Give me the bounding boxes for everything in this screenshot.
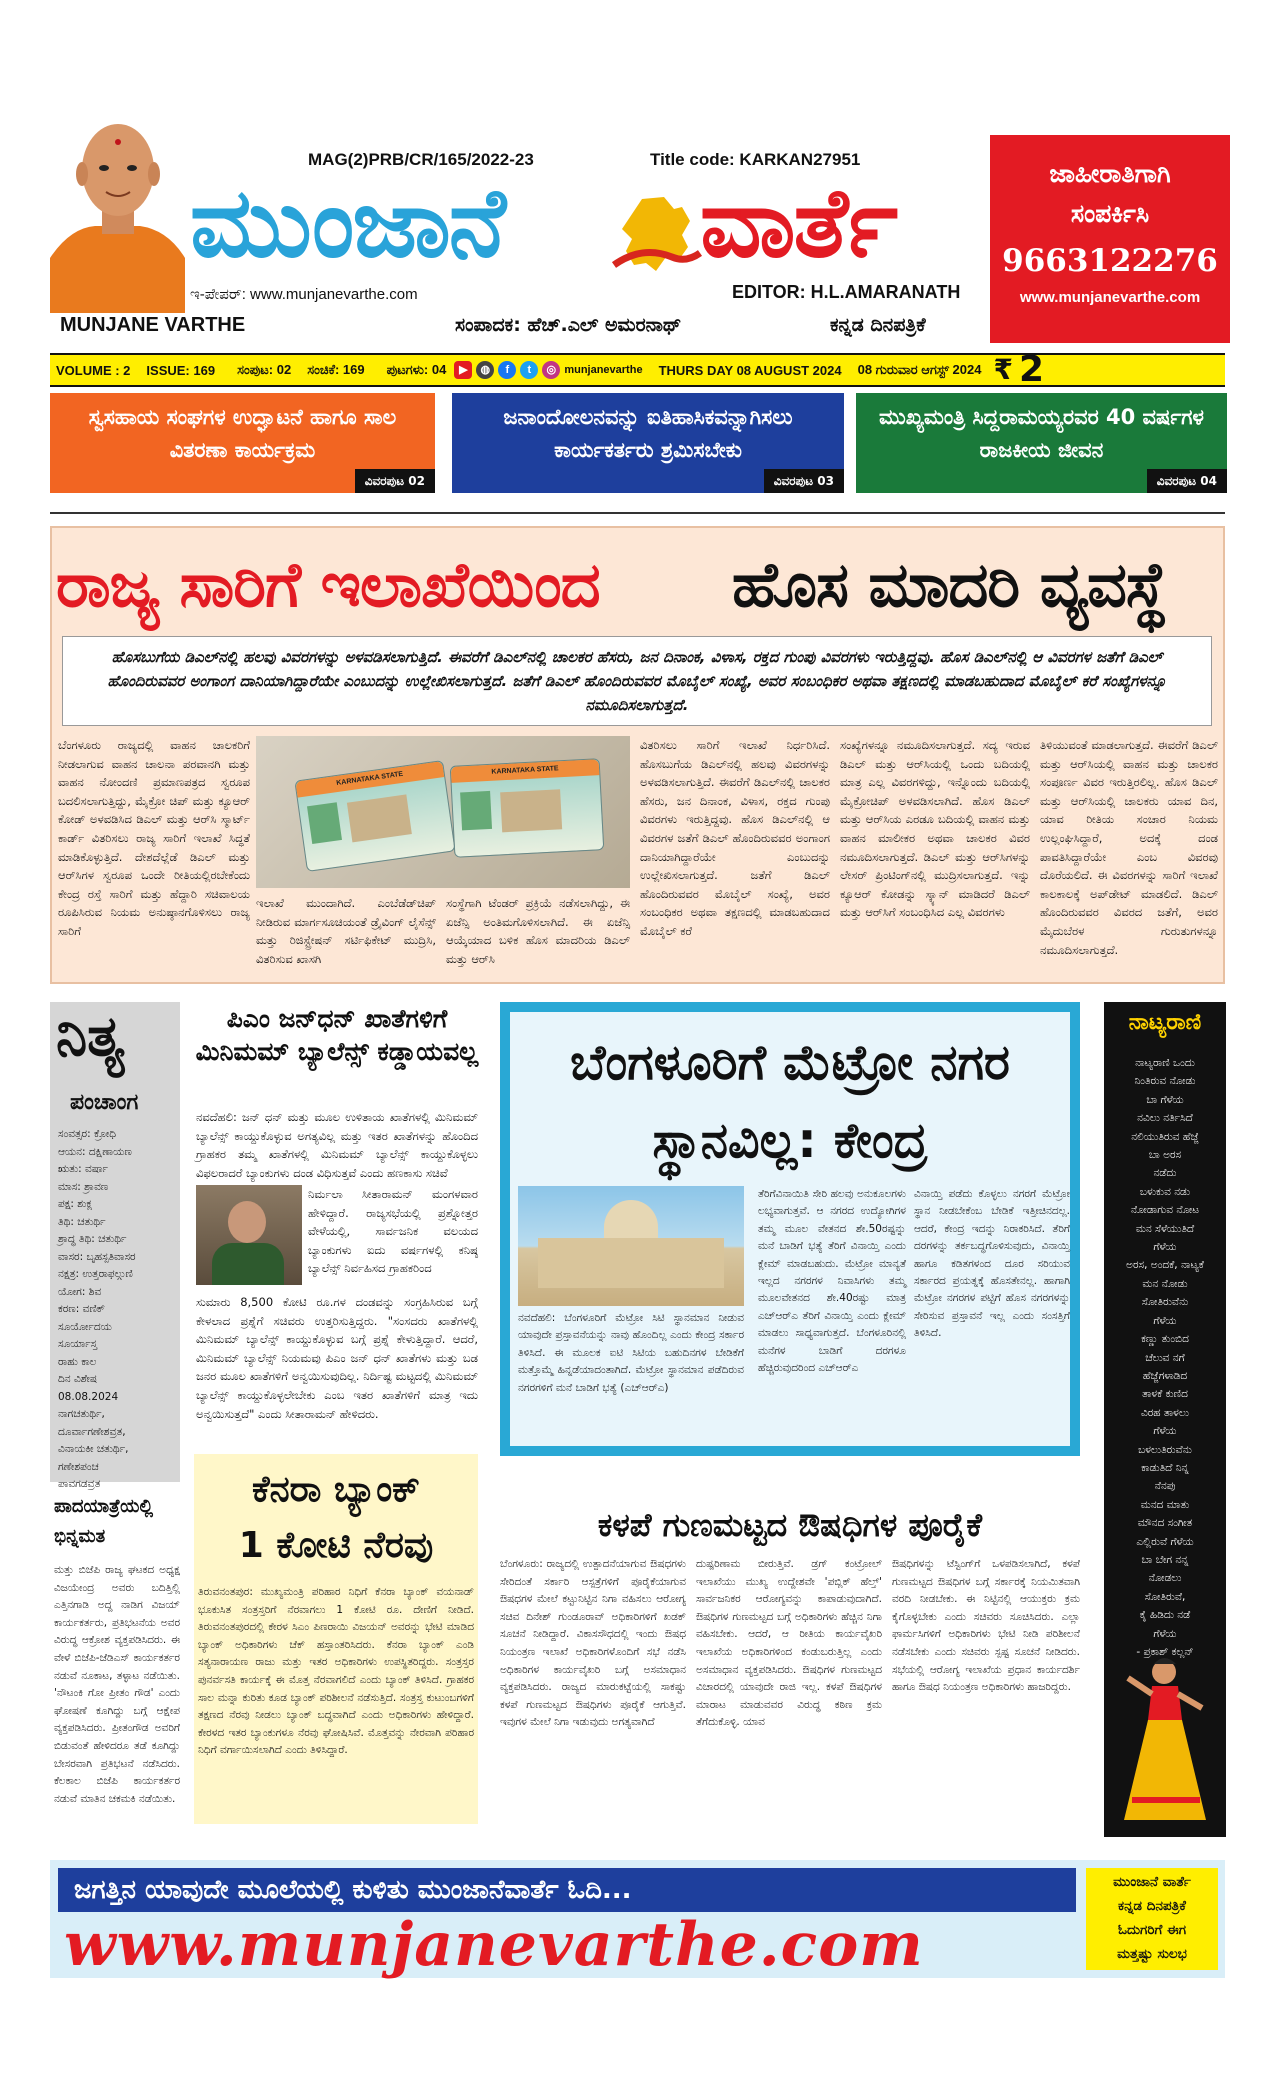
masthead-name-left: ಮುಂಜಾನೆ <box>190 167 504 279</box>
youtube-icon[interactable]: ▶ <box>454 361 472 379</box>
finance-minister-photo <box>196 1185 302 1285</box>
teaser-title: ಜನಾಂದೋಲನವನ್ನು ಐತಿಹಾಸಿಕವನ್ನಾಗಿಸಲು ಕಾರ್ಯಕರ್ತರು ಶ್ರಮಿಸಬೇಕು <box>503 405 793 462</box>
samputa: ಸಂಪುಟ: 02 <box>237 362 292 377</box>
banner-side-line-3: ಓದುಗರಿಗೆ ಈಗ <box>1117 1922 1187 1938</box>
lead-column-1: ಬೆಂಗಳೂರು ರಾಜ್ಯದಲ್ಲಿ ವಾಹನ ಚಾಲಕರಿಗೆ ನೀಡಲಾಗುವ ವಾಹನ ಚಾಲನಾ ಪರವಾನಗಿ ಮತ್ತು ವಾಹನ ನೋಂದಣಿ ಪ್ರಮಾಣಪತ್ರದ ಸ್ವರೂಪ ಬದಲಿಸಲಾಗುತ್ತಿದ್ದು, ಮೈಕ್ರೋ ಚಿಪ್ ಮತ್ತು ಕ್ಯೂಆರ್ ಕೋಡ್ ಅಳವಡಿಸಿದ ಡಿಎಲ್ ಮತ್ತು ಆರ್‌ಸಿ ಸ್ಮಾರ್ಟ್ ಕಾರ್ಡ್ ವಿತರಿಸಲು ರಾಜ್ಯ ಸಾರಿಗೆ ಇಲಾಖೆ ಸಿದ್ಧತೆ ಮಾಡಿಕೊಳ್ಳುತ್ತಿದೆ. ದೇಶದೆಲ್ಲೆಡೆ ಡಿಎಲ್ ಮತ್ತು ಆರ್‌ಸಿಗಳ ಸ್ವರೂಪ ಒಂದೇ ರೀತಿಯಲ್ಲಿರಬೇಕೆಂದು ಕೇಂದ್ರ ರಸ್ತೆ ಸಾರಿಗೆ ಮತ್ತು ಹೆದ್ದಾರಿ ಸಚಿವಾಲಯ ರೂಪಿಸಿರುವ ನಿಯಮ ಅನುಷ್ಠಾನಗೊಳಿಸಲು ರಾಜ್ಯ ಸಾರಿಗೆ <box>58 738 250 938</box>
teaser-page-2[interactable] <box>50 393 435 493</box>
panchanga-title: ನಿತ್ಯ <box>56 1004 125 1069</box>
instagram-icon[interactable]: ◎ <box>542 361 560 379</box>
banner-side-line-1: ಮುಂಜಾನೆ ವಾರ್ತೆ <box>1113 1874 1191 1890</box>
poem-body: ನಾಟ್ಯರಾಣಿ ಒಂದು ನಿಂತಿರುವ ನೋಡು ಬಾ ಗೆಳೆಯ ನವಿಲು ನರ್ತಿಸಿದೆ ನಲಿಯುತಿರುವ ಹೆಜ್ಜೆ ಬಾ ಅರಸ ನಡೆದು ಬಳುಕುವ ನಡು ನೋಡಾಗುವ ನೋಟ ಮನ ಸೆಳೆಯುತಿದೆ ಗೆಳೆಯ ಅರಸ, ಅಂದಕೆ, ನಾಟ್ಯಕೆ ಮನ ನೋಡು ಸೋತಿರುವೆನು ಗೆಳೆಯ ಕಣ್ಣು ತುಂಬಿದ ಚೆಲುವ ನಗೆ ಹೆಜ್ಜೆಗಳಾಡಿದ ತಾಳಕೆ ಕುಣಿದ ವಿರಹ ತಾಳಲು ಗೆಳೆಯ ಬಳಲುತಿರುವೆನು ಕಾಡುತಿದೆ ನಿನ್ನ ನೆನಪು ಮನದ ಮಾತು ಮೌನದ ಸಂಗೀತ ಎಲ್ಲಿರುವೆ ಗೆಳೆಯ ಬಾ ಬೇಗ ನನ್ನ ನೋಡಲು ಸೋತಿರುವೆ, ಕೈ ಹಿಡಿದು ನಡೆ ಗೆಳೆಯ - ಪ್ರಕಾಶ್ ಕಲ್ಲನ್ <box>1126 1057 1204 1658</box>
metro-body-1: ನವದೆಹಲಿ: ಬೆಂಗಳೂರಿಗೆ ಮೆಟ್ರೋ ಸಿಟಿ ಸ್ಥಾನಮಾನ ನೀಡುವ ಯಾವುದೇ ಪ್ರಸ್ತಾವನೆಯನ್ನು ನಾವು ಹೊಂದಿಲ್ಲ ಎಂದು ಕೇಂದ್ರ ಸರ್ಕಾರ ತಿಳಿಸಿದೆ. ಈ ಮೂಲಕ ಐಟಿ ಸಿಟಿಯ ಬಹುದಿನಗಳ ಬೇಡಿಕೆಗೆ ಮತ್ತೊಮ್ಮೆ ಹಿನ್ನಡೆಯಾದಂತಾಗಿದೆ. ಮೆಟ್ರೋ ಸ್ಥಾನಮಾನ ಪಡೆದಿರುವ ನಗರಗಳಿಗೆ ಮನೆ ಬಾಡಿಗೆ ಭತ್ಯೆ (ಎಚ್‌ಆರ್‌ಎ) <box>518 1312 744 1394</box>
teaser-page-4[interactable] <box>856 393 1227 493</box>
issue-info-strip <box>50 349 1225 390</box>
epaper-link[interactable]: ಇ-ಪೇಪರ್: www.munjanevarthe.com <box>190 286 418 303</box>
lead-photo-caption-left: ಇಲಾಖೆ ಮುಂದಾಗಿದೆ. ಎಂಬೆಡೆಡ್‌ಚಿಪ್ ನೀಡಿರುವ ಮಾರ್ಗಸೂಚಿಯಂತೆ ಡ್ರೈವಿಂಗ್ ಲೈಸೆನ್ಸ್ ಮತ್ತು ರಿಜಿಸ್ಟ್ರೇಷನ್ ಸರ್ಟಿಫಿಕೇಟ್ ಮುದ್ರಿಸಿ, ವಿತರಿಸುವ ಖಾಸಗಿ <box>256 896 436 966</box>
padayatre-body: ಮತ್ತು ಬಿಜೆಪಿ ರಾಜ್ಯ ಘಟಕದ ಅಧ್ಯಕ್ಷ ವಿಜಯೇಂದ್ರ ಅವರು ಬದಿತ್ತಿಲ್ಲಿ ಎತ್ತಿನಗಾಡಿ ಅದ್ದ ನಾಡಿಗ ವಿಜಯ್ ಕಾರ್ಯಕರ್ತರು, ಪ್ರತಿಭಟನೆಯ ಅವರ ವಿರುದ್ಧ ಆಕ್ರೋಶ ವ್ಯಕ್ತಪಡಿಸಿದರು. ಈ ವೇಳೆ ಬಿಜೆಪಿ-ಜೆಡಿಎಸ್ ಕಾರ್ಯಕರ್ತರ ನಡುವೆ ನೂಕಾಟ, ತಳ್ಳಾಟ ನಡೆಯಿತು. 'ನೌಟಂಕಿ ಗೋ ಪ್ರೀತಂ ಗೌಡ' ಎಂದು ಘೋಷಣೆ ಕೂಗಿದ್ದು ಬಗ್ಗೆ ಆಕ್ಷೇಪ ವ್ಯಕ್ತಪಡಿಸಿದರು. ಪ್ರೀತಂಗೌಡ ಅವರಿಗೆ ಬಿಡುವಂತೆ ಹೇಳಿದರೂ ತಡೆ ಕೂಗಿದ್ದು ಬೇಸರವಾಗಿ ಪ್ರತಿಭಟನೆ ನಡೆಸಿದರು. ಕೆಲಕಾಲ ಬಿಜೆಪಿ ಕಾರ್ಯಕರ್ತರ ನಡುವೆ ಮಾತಿನ ಚಕಮಕಿ ನಡೆಯಿತು. <box>54 1564 180 1805</box>
banner-side-line-4: ಮತ್ತಷ್ಟು ಸುಲಭ <box>1117 1946 1187 1962</box>
kalape-body-2: ದುಷ್ಪರಿಣಾಮ ಬೀರುತ್ತಿವೆ. ಡ್ರಗ್ ಕಂಟ್ರೋಲ್ ಇಲಾಖೆಯು ಮುಖ್ಯ ಉದ್ದೇಶವೇ 'ಪಬ್ಲಿಕ್ ಹೆಲ್ತ್' ಸಾರ್ವಜನಿಕರ ಆರೋಗ್ಯವನ್ನು ಕಾಪಾಡುವುದಾಗಿದೆ. ಔಷಧಿಗಳ ಗುಣಮಟ್ಟದ ಬಗ್ಗೆ ಅಧಿಕಾರಿಗಳು ಹೆಚ್ಚಿನ ನಿಗಾ ವಹಿಸಬೇಕು. ಆದರೆ, ಆ ರೀತಿಯ ಕಾರ್ಯವೈಖರಿ ಇಲಾಖೆಯ ಅಧಿಕಾರಿಗಳಿಂದ ಕಂಡುಬರುತ್ತಿಲ್ಲ ಎಂದು ಅಸಮಾಧಾನ ವ್ಯಕ್ತಪಡಿಸಿದರು. ಔಷಧಿಗಳ ಗುಣಮಟ್ಟದ ವಿಚಾರದಲ್ಲಿ ಯಾವುದೇ ರಾಜಿ ಇಲ್ಲ. ಕಳಪೆ ಔಷಧಿಗಳ ಮಾರಾಟ ಮಾಡುವವರ ವಿರುದ್ಧ ಕಠಿಣ ಕ್ರಮ ತೆಗೆದುಕೊಳ್ಳಿ. ಯಾವ <box>696 1558 882 1729</box>
ad-line-2: ಸಂಪರ್ಕಿಸಿ <box>1070 199 1150 228</box>
teaser-title: ಸ್ವಸಹಾಯ ಸಂಘಗಳ ಉದ್ಘಾಟನೆ ಹಾಗೂ ಸಾಲ ವಿತರಣಾ ಕಾರ್ಯಕ್ರಮ <box>88 405 397 462</box>
advertisement-contact-box <box>990 135 1230 343</box>
founder-portrait <box>50 108 185 313</box>
teaser-page-ref: ವಿವರಪುಟ 03 <box>764 469 844 493</box>
metro-body-3: ವಿನಾಯ್ತಿ ಪಡೆದು ಕೊಳ್ಳಲು ನಗರಗೆ ಮೆಟ್ರೋ ಸ್ಥಾನ ನೀಡಬೇಕೆಂಬ ಬೇಡಿಕೆ ಇತ್ತೀಚಿನದಲ್ಲ. ಆದರೆ, ಕೇಂದ್ರ ಇದನ್ನು ನಿರಾಕರಿಸಿದೆ. ತೆರಿಗೆ ದರಗಳನ್ನು ತರ್ಕಬದ್ಧಗೊಳಿಸುವುದು, ವಿನಾಯ್ತಿ ಹಾಗೂ ಕಡಿತಗಳಂದ ದೂರ ಸರಿಯುವ ಸರ್ಕಾರದ ಪ್ರಯತ್ನಕ್ಕೆ ಹೊಸತೇನಲ್ಲ. ಹಾಗಾಗಿ ಮೆಟ್ರೋ ನಗರಗಳ ಪಟ್ಟಿಗೆ ಹೊಸ ನಗರಗಳನ್ನು ಸೇರಿಸುವ ಪ್ರಸ್ತಾವನೆ ಇಲ್ಲ ಎಂದು ಸಂಸತ್ತಿಗೆ ತಿಳಿಸಿದೆ. <box>914 1188 1070 1340</box>
vidhana-soudha-photo <box>518 1186 744 1306</box>
canara-body: ತಿರುವನಂತಪುರ: ಮುಖ್ಯಮಂತ್ರಿ ಪರಿಹಾರ ನಿಧಿಗೆ ಕೆನರಾ ಬ್ಯಾಂಕ್ ವಯನಾಡ್ ಭೂಕುಸಿತ ಸಂತ್ರಸ್ತರಿಗೆ ನೆರವಾಗಲು 1 ಕೋಟಿ ರೂ. ದೇಣಿಗೆ ನೀಡಿದೆ. ತಿರುವನಂತಪುರದಲ್ಲಿ ಕೇರಳ ಸಿಎಂ ಪಿಣರಾಯಿ ವಿಜಯನ್ ಅವರನ್ನು ಭೇಟಿ ಮಾಡಿದ ಬ್ಯಾಂಕ್ ಅಧಿಕಾರಿಗಳು ಚೆಕ್ ಹಸ್ತಾಂತರಿಸಿದರು. ಕೆನರಾ ಬ್ಯಾಂಕ್ ಎಂಡಿ ಸತ್ಯನಾರಾಯಣ ರಾಜು ಮತ್ತು ಇತರ ಅಧಿಕಾರಿಗಳು ಉಪಸ್ಥಿತರಿದ್ದರು. ಸಂತ್ರಸ್ತರ ಪುನರ್ವಸತಿ ಕಾರ್ಯಕ್ಕೆ ಈ ಮೊತ್ತ ನೆರವಾಗಲಿದೆ ಎಂದು ಬ್ಯಾಂಕ್ ತಿಳಿಸಿದೆ. ಗ್ರಾಹಕರ ಸಾಲ ಮನ್ನಾ ಕುರಿತು ಕೂಡ ಬ್ಯಾಂಕ್ ಪರಿಶೀಲನೆ ನಡೆಸುತ್ತಿದೆ. ಸಂತ್ರಸ್ತ ಕುಟುಂಬಗಳಿಗೆ ತಕ್ಷಣದ ನೆರವು ನೀಡಲು ಬ್ಯಾಂಕ್ ಬದ್ಧವಾಗಿದೆ ಎಂದು ಅಧಿಕಾರಿಗಳು ಹೇಳಿದ್ದಾರೆ. ಕೇರಳದ ಇತರ ಬ್ಯಾಂಕುಗಳೂ ನೆರವು ಘೋಷಿಸಿವೆ. ಮೊತ್ತವನ್ನು ನೇರವಾಗಿ ಪರಿಹಾರ ನಿಧಿಗೆ ವರ್ಗಾಯಿಸಲಾಗಿದೆ ಎಂದು ತಿಳಿಸಿದ್ದಾರೆ. <box>198 1586 474 1757</box>
ad-url[interactable]: www.munjanevarthe.com <box>1019 289 1201 306</box>
teaser-title: ಮುಖ್ಯಮಂತ್ರಿ ಸಿದ್ದರಾಮಯ್ಯರವರ 40 ವರ್ಷಗಳ ರಾಜಕೀಯ ಜೀವನ <box>879 405 1204 462</box>
date-kannada: 08 ಗುರುವಾರ ಆಗಸ್ಟ್ 2024 <box>857 362 982 377</box>
metro-body-2: ತೆರಿಗೆವಿನಾಯಿತಿ ಸೇರಿ ಹಲವು ಅನುಕೂಲಗಳು ಲಭ್ಯವಾಗುತ್ತವೆ. ಆ ನಗರದ ಉದ್ಯೋಗಿಗಳ ತಮ್ಮ ಮೂಲ ವೇತನದ ಶೇ.50ರಷ್ಟನ್ನು ಮನೆ ಬಾಡಿಗೆ ಭತ್ಯೆ ತೆರಿಗೆ ವಿನಾಯ್ತಿ ಎಂದು ಕ್ಲೇಮ್ ಮಾಡಬಹುದು. ಮೆಟ್ರೋ ಮಾನ್ಯತೆ ಇಲ್ಲದ ನಗರಗಳ ನಿವಾಸಿಗಳು ತಮ್ಮ ಮೂಲವೇತನದ ಶೇ.40ರಷ್ಟು ಮಾತ್ರ ಎಚ್‌ಆರ್‌ಎ ತೆರಿಗೆ ವಿನಾಯ್ತಿ ಎಂದು ಕ್ಲೇಮ್ ಮಾಡಲು ಸಾಧ್ಯವಾಗುತ್ತದೆ. ಬೆಂಗಳೂರಿನಲ್ಲಿ ಮನೆಗಳ ಬಾಡಿಗೆ ದರಗಳೂ ಹೆಚ್ಚಿರುವುದರಿಂದ ಎಚ್‌ಆರ್‌ಎ <box>758 1188 906 1375</box>
social-handle[interactable]: munjanevarthe <box>564 364 643 376</box>
padayatre-headline: ಪಾದಯಾತ್ರೆಯಲ್ಲಿ ಭಿನ್ನಮತ <box>54 1496 154 1547</box>
lead-headline-black: ಹೊಸ ಮಾದರಿ ವ್ಯವಸ್ಥೆ <box>732 548 1167 621</box>
panchanga-subtitle: ಪಂಚಾಂಗ <box>70 1090 139 1115</box>
lead-column-4: ಸಂಖ್ಯೆಗಳನ್ನೂ ನಮೂದಿಸಲಾಗುತ್ತದೆ. ಸದ್ಯ ಇರುವ ಡಿಎಲ್ ಮತ್ತು ಆರ್‌ಸಿಯಲ್ಲಿ ಒಂದು ಬದಿಯಲ್ಲಿ ಮಾತ್ರ ಎಲ್ಲ ವಿವರಗಳಿದ್ದು, ಇನ್ನೊಂದು ಬದಿಯಲ್ಲಿ ಮೈಕ್ರೋಚಿಪ್ ಅಳವಡಿಸಲಾಗಿದೆ. ಹೊಸ ಡಿಎಲ್ ಮತ್ತು ಆರ್‌ಸಿಯ ಎರಡೂ ಬದಿಯಲ್ಲಿ ವಾಹನ ಮತ್ತು ವಾಹನ ಮಾಲೀಕರ ಅಥವಾ ಚಾಲಕರ ವಿವರ ನಮೂದಿಸಲಾಗುತ್ತದೆ. ಡಿಎಲ್ ಮತ್ತು ಆರ್‌ಸಿಗಳನ್ನು ಲೇಸರ್ ಪ್ರಿಂಟಿಂಗ್‌ನಲ್ಲಿ ಮುದ್ರಿಸಲಾಗುತ್ತದೆ. ಇನ್ನು ಕ್ಯೂಆರ್ ಕೋಡನ್ನು ಸ್ಕ್ಯಾನ್ ಮಾಡಿದರೆ ಡಿಎಲ್ ಮತ್ತು ಆರ್‌ಸಿಗೆ ಸಂಬಂಧಿಸಿದ ಎಲ್ಲ ವಿವರಗಳು <box>840 738 1030 920</box>
banner-tagline: ಜಗತ್ತಿನ ಯಾವುದೇ ಮೂಲೆಯಲ್ಲಿ ಕುಳಿತು ಮುಂಜಾನೆವಾರ್ತೆ ಓದಿ... <box>58 1868 1076 1912</box>
editor-name-kannada: ಸಂಪಾದಕ: ಹೆಚ್.ಎಲ್ ಅಮರನಾಥ್ <box>455 314 682 336</box>
kalape-body-1: ಬೆಂಗಳೂರು: ರಾಜ್ಯದಲ್ಲಿ ಉತ್ಪಾದನೆಯಾಗುವ ಔಷಧಗಳು ಸೇರಿದಂತೆ ಸರ್ಕಾರಿ ಆಸ್ಪತ್ರೆಗಳಿಗೆ ಪೂರೈಕೆಯಾಗುವ ಔಷಧಗಳ ಮೇಲೆ ಕಟ್ಟುನಿಟ್ಟಿನ ನಿಗಾ ವಹಿಸಲು ಆರೋಗ್ಯ ಸಚಿವ ದಿನೇಶ್ ಗುಂಡೂರಾವ್ ಅಧಿಕಾರಿಗಳಿಗೆ ಖಡಕ್ ಸೂಚನೆ ನೀಡಿದ್ದಾರೆ. ವಿಕಾಸಸೌಧದಲ್ಲಿ ಇಂದು ಔಷಧ ನಿಯಂತ್ರಣ ಇಲಾಖೆ ಅಧಿಕಾರಿಗಳೊಂದಿಗೆ ಸಭೆ ನಡೆಸಿ ಅಧಿಕಾರಿಗಳ ಕಾರ್ಯವೈಖರಿ ಬಗ್ಗೆ ಅಸಮಾಧಾನ ವ್ಯಕ್ತಪಡಿಸಿದರು. ರಾಜ್ಯದ ಮಾರುಕಟ್ಟೆಯಲ್ಲಿ ಸಾಕಷ್ಟು ಕಳಪೆ ಗುಣಮಟ್ಟದ ಔಷಧಿಗಳು ಪೂರೈಕೆ ಆಗುತ್ತಿವೆ. ಇವುಗಳ ಮೇಲೆ ನಿಗಾ ಇಡುವುದು ಅಗತ್ಯವಾಗಿದೆ <box>500 1558 686 1729</box>
teaser-page-ref: ವಿವರಪುಟ 02 <box>355 469 435 493</box>
teaser-page-3[interactable] <box>452 393 844 493</box>
editor-name: EDITOR: H.L.AMARANATH <box>732 282 961 302</box>
volume: VOLUME : 2 <box>56 362 131 378</box>
canara-headline-line-1: ಕೆನರಾ ಬ್ಯಾಂಕ್ <box>251 1469 421 1510</box>
kalape-body-3: ಔಷಧಿಗಳನ್ನು ಟೆಸ್ಟಿಂಗ್‌ಗೆ ಒಳಪಡಿಸಲಾಗಿದೆ, ಕಳಪೆ ಗುಣಮಟ್ಟದ ಔಷಧಿಗಳ ಬಗ್ಗೆ ಸರ್ಕಾರಕ್ಕೆ ನಿಯಮಿತವಾಗಿ ವರದಿ ನೀಡಬೇಕು. ಈ ನಿಟ್ಟಿನಲ್ಲಿ ಆಯುಕ್ತರು ಕ್ರಮ ಕೈಗೊಳ್ಳಬೇಕು ಎಂದು ಸಚಿವರು ಸೂಚಿಸಿದರು. ಎಲ್ಲಾ ಫಾರ್ಮಸಿಗಳಿಗೆ ಅಧಿಕಾರಿಗಳು ಭೇಟಿ ನೀಡಿ ಪರಿಶೀಲನೆ ನಡೆಸಬೇಕು ಎಂದು ಸಚಿವರು ಸ್ಪಷ್ಟ ಸೂಚನೆ ನೀಡಿದರು. ಸಭೆಯಲ್ಲಿ ಆರೋಗ್ಯ ಇಲಾಖೆಯ ಪ್ರಧಾನ ಕಾರ್ಯದರ್ಶಿ ಹಾಗೂ ಔಷಧ ನಿಯಂತ್ರಣ ಅಧಿಕಾರಿಗಳು ಹಾಜರಿದ್ದರು. <box>892 1558 1080 1694</box>
title-code: Title code: KARKAN27951 <box>650 150 861 169</box>
pm-jandhan-body-1: ನವದೆಹಲಿ: ಜನ್ ಧನ್ ಮತ್ತು ಮೂಲ ಉಳಿತಾಯ ಖಾತೆಗಳಲ್ಲಿ ಮಿನಿಮಮ್ ಬ್ಯಾಲೆನ್ಸ್ ಕಾಯ್ದುಕೊಳ್ಳುವ ಅಗತ್ಯವಿಲ್ಲ ಮತ್ತು ಇತರ ಖಾತೆಗಳನ್ನು ಹೊಂದಿದ ಗ್ರಾಹಕರ ತಮ್ಮ ಖಾತೆಗಳಲ್ಲಿ ಮಿನಿಮಮ್ ಬ್ಯಾಲೆನ್ಸ್ ಕಾಯ್ದುಕೊಳ್ಳಲು ವಿಫಲರಾದರೆ ಬ್ಯಾಂಕುಗಳು ದಂಡ ವಿಧಿಸುತ್ತವೆ ಎಂದು ಹಣಕಾಸು ಸಚಿವೆ <box>196 1110 478 1180</box>
pm-jandhan-body-3: ಸುಮಾರು 8,500 ಕೋಟಿ ರೂ.ಗಳ ದಂಡವನ್ನು ಸಂಗ್ರಹಿಸಿರುವ ಬಗ್ಗೆ ಕೇಳಲಾದ ಪ್ರಶ್ನೆಗೆ ಸಚಿವರು ಉತ್ತರಿಸುತ್ತಿದ್ದರು. "ಸಂಸದರು ಖಾತೆಗಳಲ್ಲಿ ಮಿನಿಮಮ್ ಬ್ಯಾಲೆನ್ಸ್ ಕಾಯ್ದುಕೊಳ್ಳುವ ಬಗ್ಗೆ ಪ್ರಶ್ನೆ ಕೇಳುತ್ತಿದ್ದಾರೆ. ಆದರೆ, ಮಿನಿಮಮ್ ಬ್ಯಾಲೆನ್ಸ್ ನಿಯಮವು ಪಿಎಂ ಜನ್ ಧನ್ ಖಾತೆಗಳು ಮತ್ತು ಬಡ ಜನರ ಮೂಲ ಖಾತೆಗಳಿಗೆ ಅನ್ವಯಿಸುವುದಿಲ್ಲ. ನಿರ್ದಿಷ್ಟ ಮಟ್ಟದಲ್ಲಿ ಮಿನಿಮಮ್ ಬ್ಯಾಲೆನ್ಸ್ ಕಾಯ್ದುಕೊಳ್ಳಲೇಬೇಕು ಎಂಬ ಇತರ ಖಾತೆಗಳಿಗೆ ಮಾತ್ರ ಇದು ಅನ್ವಯಿಸುತ್ತದೆ" ಎಂದು ಸೀತಾರಾಮನ್ ಹೇಳಿದರು. <box>196 1295 478 1421</box>
poem-title: ನಾಟ್ಯರಾಣಿ <box>1128 1010 1202 1035</box>
twitter-icon[interactable]: t <box>520 361 538 379</box>
card-text: KARNATAKA STATE <box>295 761 444 797</box>
date-english: THURS DAY 08 AUGUST 2024 <box>658 362 842 378</box>
dl-card-front <box>294 760 455 872</box>
ad-line-1: ಜಾಹೀರಾತಿಗಾಗಿ <box>1049 159 1171 188</box>
registration-number: MAG(2)PRB/CR/165/2022-23 <box>308 150 534 169</box>
canara-headline-line-2: 1 ಕೋಟಿ ನೆರವು <box>238 1525 434 1566</box>
banner-side-line-2: ಕನ್ನಡ ದಿನಪತ್ರಿಕೆ <box>1118 1898 1186 1914</box>
panchanga-details: ಸಂವತ್ಸರ: ಕ್ರೋಧಿ ಆಯನ: ದಕ್ಷಿಣಾಯಣ ಋತು: ವರ್ಷಾ ಮಾಸ: ಶ್ರಾವಣ ಪಕ್ಷ: ಶುಕ್ಲ ತಿಥಿ: ಚತುರ್ಥಿ ಶ್ರಾದ್ಧ ತಿಥಿ: ಚತುರ್ಥಿ ವಾಸರ: ಬೃಹಸ್ಪತಿವಾಸರ ನಕ್ಷತ್ರ: ಉತ್ತರಾಫಲ್ಗುಣಿ ಯೋಗ: ಶಿವ ಕರಣ: ವಣಿಕ್ ಸೂರ್ಯೋದಯ ಸೂರ್ಯಾಸ್ತ ರಾಹು ಕಾಲ ದಿನ ವಿಶೇಷ 08.08.2024 ನಾಗಚತುರ್ಥಿ, ದೂರ್ವಾಗಣೇಶವ್ರತ, ವಿನಾಯಕೀ ಚತುರ್ಥಿ, ಗಣೇಶಪಂಚ ಪಾವಗಡವ್ರತ <box>58 1128 136 1490</box>
daily-label: ಕನ್ನಡ ದಿನಪತ್ರಿಕೆ <box>830 314 926 336</box>
ad-phone[interactable]: 9663122276 <box>1002 243 1218 279</box>
sanchike: ಸಂಚಿಕೆ: 169 <box>307 362 365 377</box>
lead-headline-red: ರಾಜ್ಯ ಸಾರಿಗೆ ಇಲಾಖೆಯಿಂದ <box>56 548 600 621</box>
facebook-icon[interactable]: f <box>498 361 516 379</box>
banner-side-note <box>1086 1868 1218 1970</box>
masthead-name-right: ವಾರ್ತೆ <box>700 167 896 279</box>
dancer-illustration <box>1118 1650 1212 1830</box>
kalape-headline: ಕಳಪೆ ಗುಣಮಟ್ಟದ ಔಷಧಿಗಳ ಪೂರೈಕೆ <box>597 1506 983 1544</box>
lead-column-3: ವಿತರಿಸಲು ಸಾರಿಗೆ ಇಲಾಖೆ ನಿರ್ಧರಿಸಿದೆ. ಹೊಸಬುಗೆಯ ಡಿಎಲ್‌ನಲ್ಲಿ ಹಲವು ವಿವರಗಳನ್ನು ಅಳವಡಿಸಲಾಗುತ್ತಿದೆ. ಈವರೆಗೆ ಡಿಎಲ್‌ನಲ್ಲಿ ಚಾಲಕರ ಹೆಸರು, ಜನ ದಿನಾಂಕ, ವಿಳಾಸ, ರಕ್ತದ ಗುಂಪು ವಿವರಗಳು ಇರುತ್ತಿದ್ದವು. ಹೊಸ ಡಿಎಲ್‌ನಲ್ಲಿ ಆ ವಿವರಗಳ ಜತೆಗೆ ಡಿಎಲ್ ಹೊಂದಿರುವವರ ಅಂಗಾಂಗ ದಾನಿಯಾಗಿದ್ದಾರೆಯೇ ಎಂಬುದನ್ನು ಉಲ್ಲೇಖಿಸಲಾಗುತ್ತದೆ. ಜತೆಗೆ ಡಿಎಲ್ ಹೊಂದಿರುವವರ ಮೊಬೈಲ್ ಸಂಖ್ಯೆ, ಅವರ ಸಂಬಂಧಿಕರ ಅಥವಾ ತಕ್ಷಣದಲ್ಲಿ ಮಾಡಬಹುದಾದ ಮೊಬೈಲ್ ಕರೆ <box>640 738 830 938</box>
lead-photo-dl-cards <box>256 736 630 888</box>
price-symbol: ₹ <box>993 353 1013 386</box>
price: 2 <box>1018 349 1045 390</box>
issue: ISSUE: 169 <box>146 362 216 378</box>
teaser-page-ref: ವಿವರಪುಟ 04 <box>1147 469 1227 493</box>
banner-website-url[interactable]: www.munjanevarthe.com <box>64 1910 924 1980</box>
card-text: KARNATAKA STATE <box>451 759 600 783</box>
pm-jandhan-headline: ಪಿಎಂ ಜನ್‌ಧನ್ ಖಾತೆಗಳಿಗೆ ಮಿನಿಮಮ್ ಬ್ಯಾಲೆನ್ಸ್ ಕಡ್ಡಾಯವಲ್ಲ <box>195 1004 479 1066</box>
metro-headline: ಬೆಂಗಳೂರಿಗೆ ಮೆಟ್ರೋ ನಗರ ಸ್ಥಾನವಿಲ್ಲ: ಕೇಂದ್ರ <box>570 1034 1010 1169</box>
lead-photo-caption-right: ಸಂಸ್ಥೆಗಾಗಿ ಟೆಂಡರ್ ಪ್ರಕ್ರಿಯೆ ನಡೆಸಲಾಗಿದ್ದು, ಈ ಏಜೆನ್ಸಿ ಅಂತಿಮಗೊಳಿಸಲಾಗಿದೆ. ಈ ಏಜೆನ್ಸಿ ಆಯ್ಕೆಯಾದ ಬಳಿಕ ಹೊಸ ಮಾದರಿಯ ಡಿಎಲ್ ಮತ್ತು ಆರ್‌ಸಿ <box>446 896 630 966</box>
lead-column-5: ತಿಳಿಯುವಂತೆ ಮಾಡಲಾಗುತ್ತದೆ. ಈವರೆಗೆ ಡಿಎಲ್ ಮತ್ತು ಆರ್‌ಸಿಯಲ್ಲಿ ವಾಹನ ಮತ್ತು ಚಾಲಕರ ಸಂಪೂರ್ಣ ವಿವರ ಇರುತ್ತಿರಲಿಲ್ಲ. ಹೊಸ ಡಿಎಲ್ ಮತ್ತು ಆರ್‌ಸಿಯಲ್ಲಿ ಚಾಲಕರು ಯಾವ ದಿನ, ಯಾವ ರೀತಿಯ ಸಂಚಾರ ನಿಯಮ ಉಲ್ಲಂಘಿಸಿದ್ದಾರೆ, ಅದಕ್ಕೆ ದಂಡ ಪಾವತಿಸಿದ್ದಾರೆಯೇ ಎಂಬ ವಿವರವು ದೊರೆಯಲಿದೆ. ಈ ವಿವರಗಳನ್ನು ಸಾರಿಗೆ ಇಲಾಖೆ ಕಾಲಕಾಲಕ್ಕೆ ಅಪ್‌ಡೇಟ್ ಮಾಡಲಿದೆ. ಡಿಎಲ್ ಹೊಂದಿರುವವರ ವಿವರದ ಜತೆಗೆ, ಅವರ ಮೈದುಬೆರಳ ಗುರುತುಗಳನ್ನೂ ನಮೂದಿಸಲಾಗುತ್ತದೆ. <box>1040 738 1218 957</box>
lead-intro: ಹೊಸಬುಗೆಯ ಡಿಎಲ್‌ನಲ್ಲಿ ಹಲವು ವಿವರಗಳನ್ನು ಅಳವಡಿಸಲಾಗುತ್ತಿದೆ. ಈವರೆಗೆ ಡಿಎಲ್‌ನಲ್ಲಿ ಚಾಲಕರ ಹೆಸರು, ಜನ ದಿನಾಂಕ, ವಿಳಾಸ, ರಕ್ತದ ಗುಂಪು ವಿವರಗಳು ಇರುತ್ತಿದ್ದವು. ಹೊಸ ಡಿಎಲ್‌ನಲ್ಲಿ ಆ ವಿವರಗಳ ಜತೆಗೆ ಡಿಎಲ್ ಹೊಂದಿರುವವರ ಅಂಗಾಂಗ ದಾನಿಯಾಗಿದ್ದಾರೆಯೇ ಎಂಬುದನ್ನು ಉಲ್ಲೇಖಿಸಲಾಗುತ್ತದೆ. ಜತೆಗೆ ಡಿಎಲ್ ಹೊಂದಿರುವವರ ಮೊಬೈಲ್ ಸಂಖ್ಯೆ, ಅವರ ಸಂಬಂಧಿಕರ ಅಥವಾ ತಕ್ಷಣದಲ್ಲಿ ಮಾಡಬಹುದಾದ ಮೊಬೈಲ್ ಕರೆ ಸಂಖ್ಯೆಗಳನ್ನೂ ನಮೂದಿಸಲಾಗುತ್ತದೆ. <box>62 636 1212 726</box>
pages: ಪುಟಗಳು: 04 <box>386 362 447 377</box>
karnataka-map-icon <box>612 195 702 275</box>
divider <box>50 512 1225 514</box>
canara-headline <box>194 1462 478 1574</box>
dl-card-back <box>450 758 605 858</box>
portrait-caption: MUNJANE VARTHE <box>60 314 246 336</box>
globe-icon[interactable]: ◍ <box>476 361 494 379</box>
pm-jandhan-body-2: ನಿರ್ಮಲಾ ಸೀತಾರಾಮನ್ ಮಂಗಳವಾರ ಹೇಳಿದ್ದಾರೆ. ರಾಜ್ಯಸಭೆಯಲ್ಲಿ ಪ್ರಶ್ನೋತ್ತರ ವೇಳೆಯಲ್ಲಿ, ಸಾರ್ವಜನಿಕ ವಲಯದ ಬ್ಯಾಂಕುಗಳು ಐದು ವರ್ಷಗಳಲ್ಲಿ ಕನಿಷ್ಠ ಬ್ಯಾಲೆನ್ಸ್ ನಿರ್ವಹಿಸದ ಗ್ರಾಹಕರಿಂದ <box>308 1187 478 1276</box>
